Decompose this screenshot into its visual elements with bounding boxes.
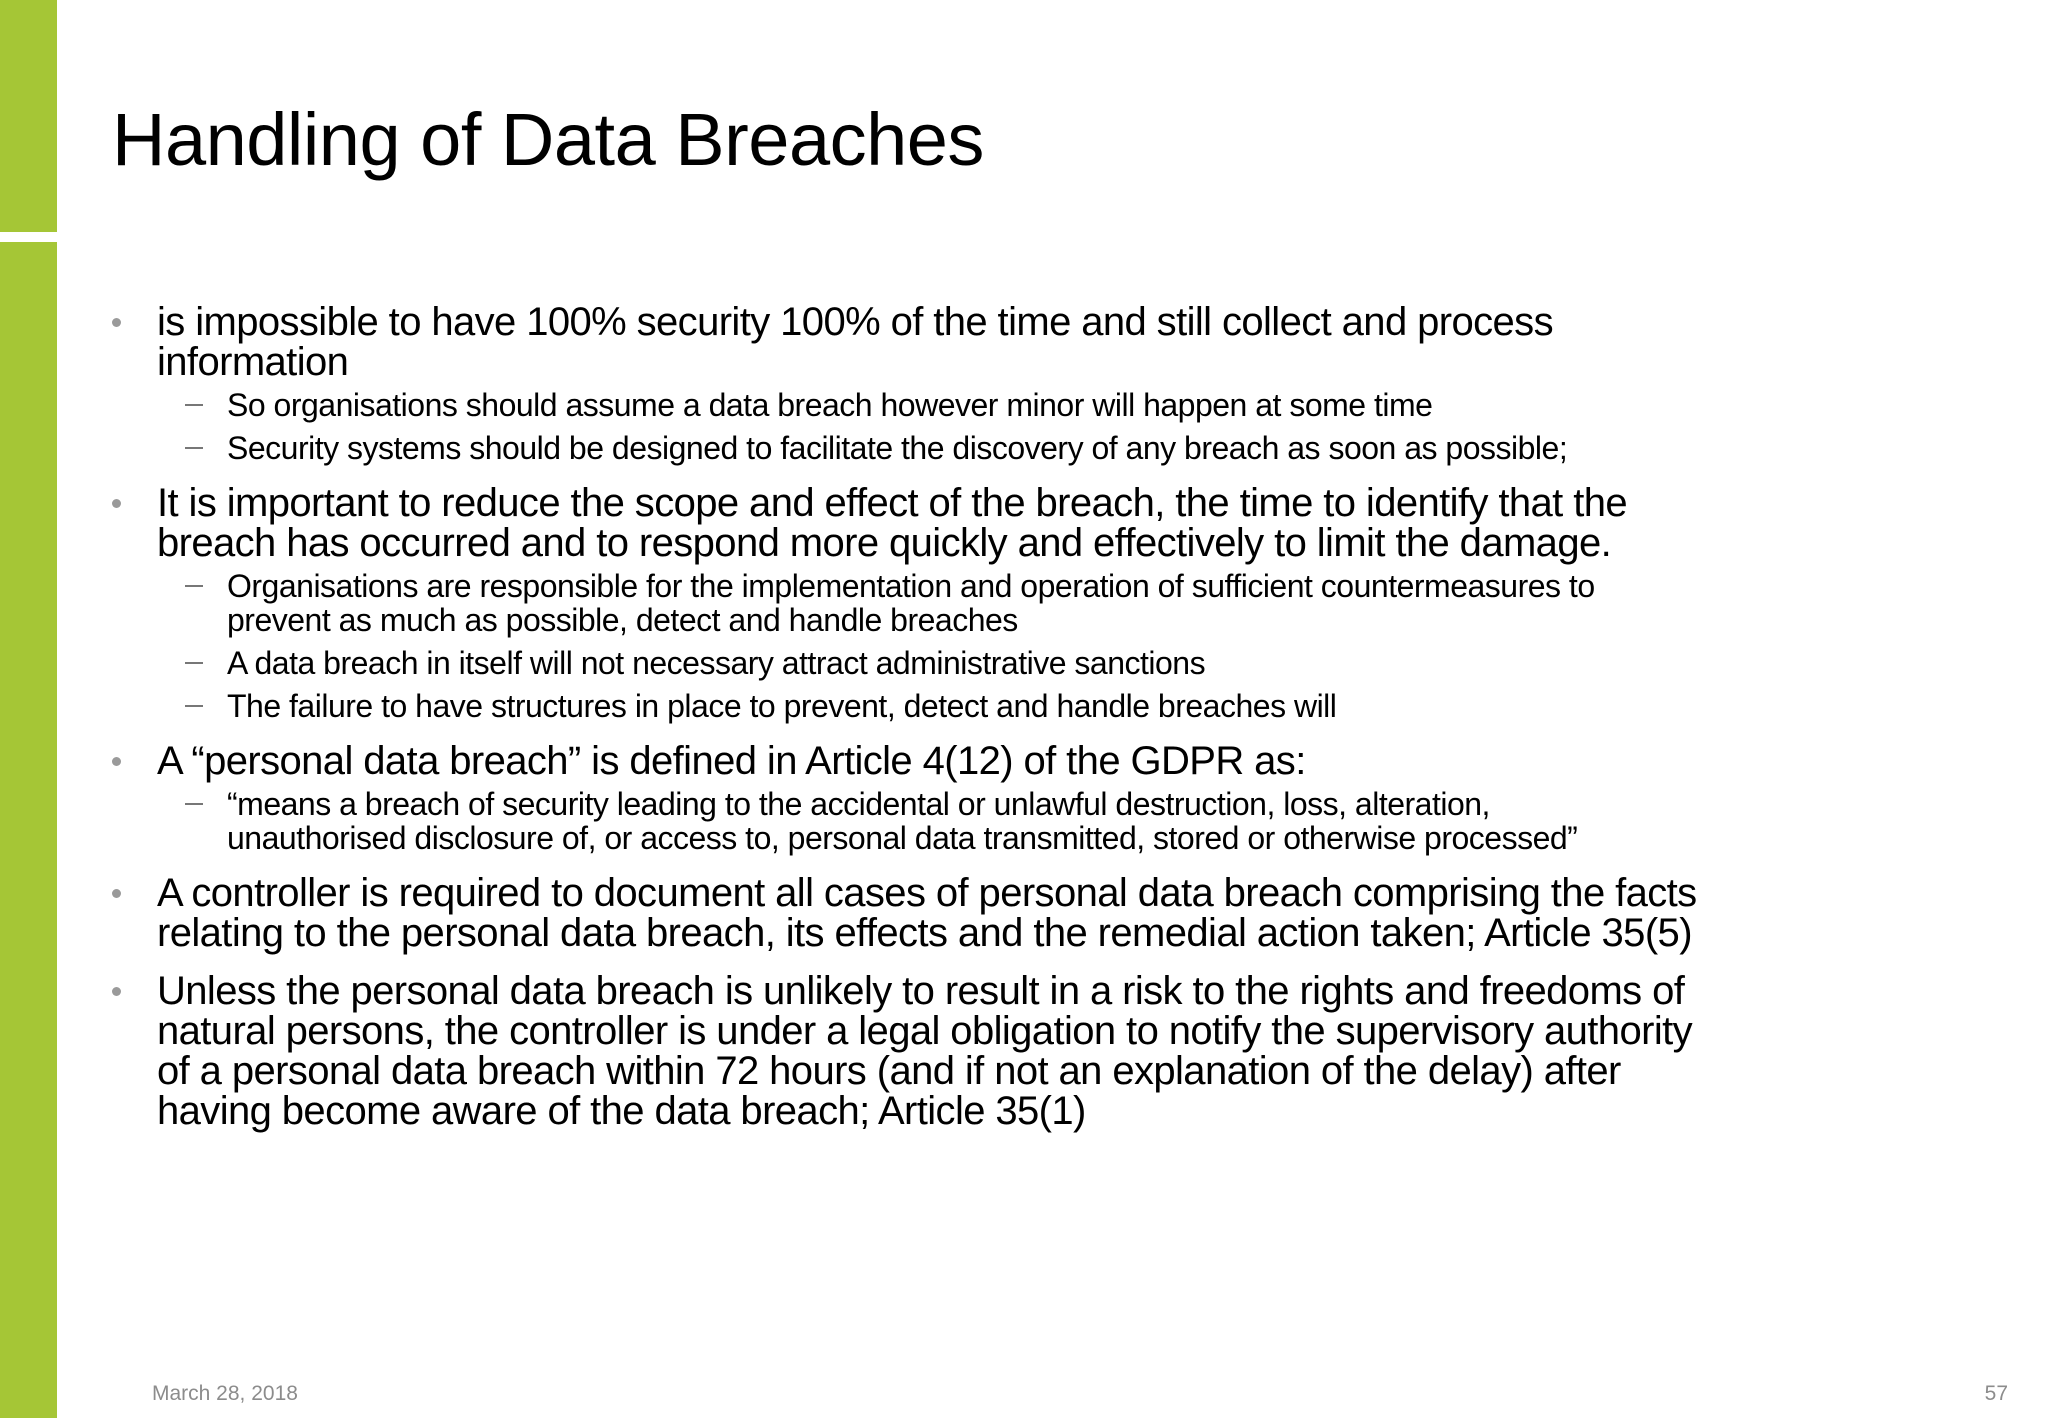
sub-bullet-item bbox=[157, 646, 1992, 680]
sub-bullet-item bbox=[157, 431, 1992, 465]
bullet-text: A “personal data breach” is defined in Article 4(12) of the GDPR as: bbox=[157, 739, 1306, 783]
page-number: 57 bbox=[1984, 1382, 2008, 1405]
bullet-dot-icon bbox=[112, 499, 121, 508]
sub-bullet-text: So organisations should assume a data breach however minor will happen at some time bbox=[227, 387, 1433, 423]
accent-bar-top bbox=[0, 0, 57, 232]
sub-bullet-list bbox=[157, 569, 1992, 723]
bullet-text: Unless the personal data breach is unlikely to result in a risk to the rights and freedoms of natural persons, the controller is under a legal obligation to notify the supervisory authority of a personal data breach within 72 hours (and if not an explanation of the delay) after having become aware of the data breach; Article 35(1) bbox=[157, 969, 1693, 1133]
bullet-item bbox=[112, 483, 1992, 723]
bullet-item bbox=[112, 302, 1992, 465]
bullet-item bbox=[112, 741, 1992, 855]
bullet-dot-icon bbox=[112, 757, 121, 766]
bullet-text: A controller is required to document all cases of personal data breach comprising the facts relating to the personal data breach, its effects and the remedial action taken; Article 35(5) bbox=[157, 871, 1697, 955]
bullet-dot-icon bbox=[112, 987, 121, 996]
sub-bullet-text: The failure to have structures in place to prevent, detect and handle breaches will bbox=[227, 688, 1337, 724]
sub-bullet-list bbox=[157, 388, 1992, 465]
sub-bullet-text: Organisations are responsible for the implementation and operation of sufficient countermeasures to prevent as much as possible, detect and handle breaches bbox=[227, 568, 1595, 638]
sub-bullet-text: “means a breach of security leading to the accidental or unlawful destruction, loss, alteration, unauthorised disclosure of, or access to, personal data transmitted, stored or otherwise processed” bbox=[227, 786, 1578, 856]
sub-bullet-item bbox=[157, 569, 1992, 637]
bullet-dot-icon bbox=[112, 318, 121, 327]
sub-bullet-text: A data breach in itself will not necessary attract administrative sanctions bbox=[227, 645, 1206, 681]
sub-bullet-list bbox=[157, 787, 1992, 855]
bullet-text: is impossible to have 100% security 100% of the time and still collect and process information bbox=[157, 300, 1553, 384]
footer-date: March 28, 2018 bbox=[152, 1382, 298, 1405]
bullet-list bbox=[112, 302, 1992, 1149]
dash-icon bbox=[185, 585, 203, 587]
accent-bar-bottom bbox=[0, 242, 57, 1418]
dash-icon bbox=[185, 447, 203, 449]
slide-title: Handling of Data Breaches bbox=[112, 98, 984, 181]
dash-icon bbox=[185, 662, 203, 664]
bullet-item bbox=[112, 873, 1992, 953]
dash-icon bbox=[185, 705, 203, 707]
bullet-item bbox=[112, 971, 1992, 1131]
dash-icon bbox=[185, 404, 203, 406]
bullet-text: It is important to reduce the scope and effect of the breach, the time to identify that the breach has occurred and to respond more quickly and effectively to limit the damage. bbox=[157, 481, 1628, 565]
bullet-dot-icon bbox=[112, 889, 121, 898]
sub-bullet-item bbox=[157, 787, 1992, 855]
sub-bullet-text: Security systems should be designed to facilitate the discovery of any breach as soon as possible; bbox=[227, 430, 1568, 466]
dash-icon bbox=[185, 803, 203, 805]
sub-bullet-item bbox=[157, 388, 1992, 422]
sub-bullet-item bbox=[157, 689, 1992, 723]
